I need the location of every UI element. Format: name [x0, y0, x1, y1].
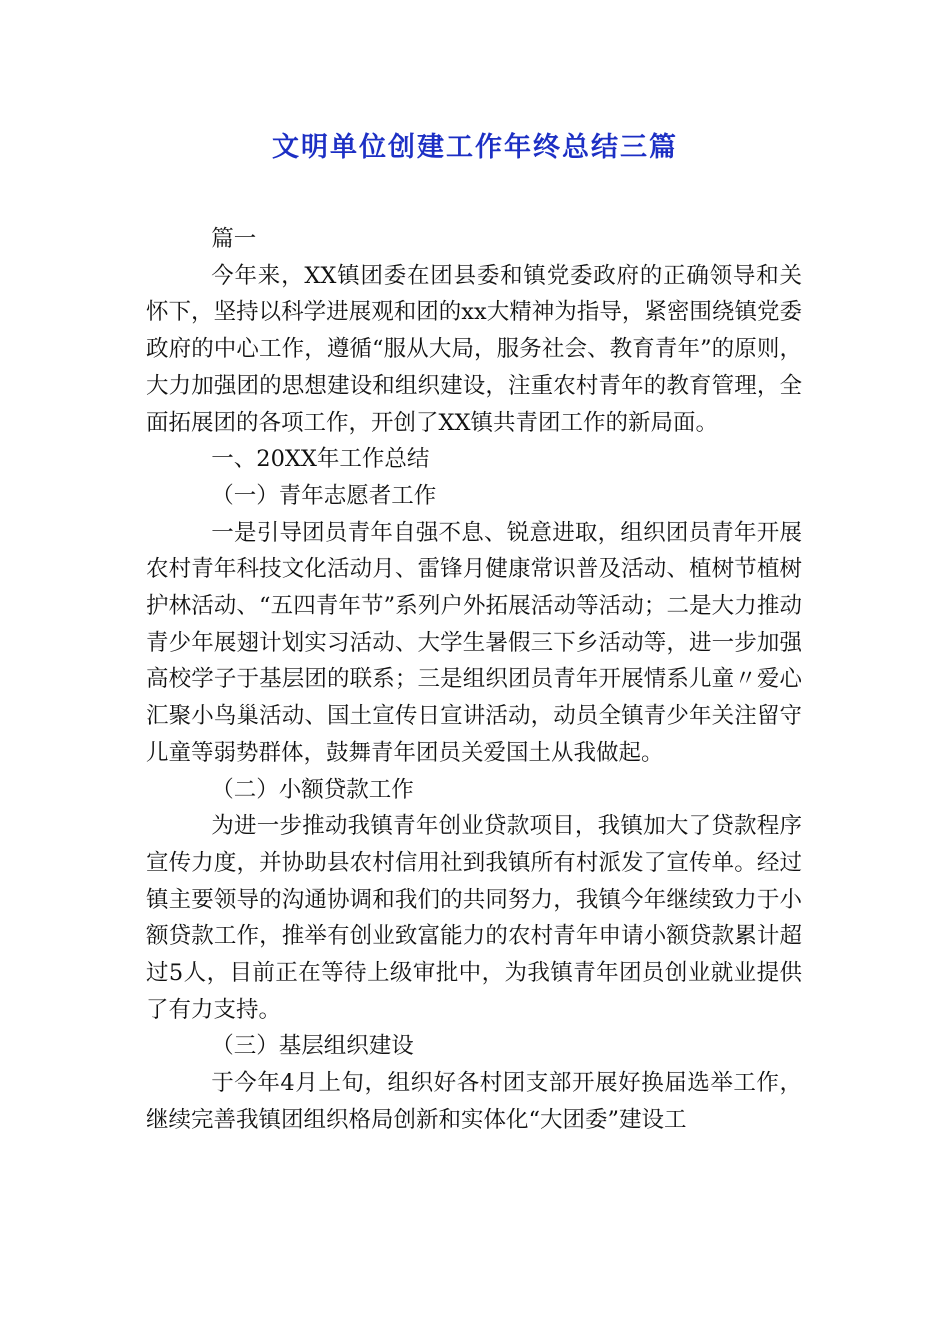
body-paragraph: 为进一步推动我镇青年创业贷款项目，我镇加大了贷款程序宣传力度，并协助县农村信用社到我镇所有村派发了宣传单。经过镇主要领导的沟通协调和我们的共同努力，我镇今年继续致力于小额贷款工作，推举有创业致富能力的农村青年申请小额贷款累计超过5人，目前正在等待上级审批中，为我镇青年团员创业就业提供了有力支持。 — [146, 813, 802, 1023]
subsection-heading: （一）青年志愿者工作 — [211, 482, 437, 509]
section-heading-part-one: 篇一 — [211, 226, 257, 252]
document-body — [146, 221, 802, 1139]
section-heading: 一、20XX年工作总结 — [211, 446, 430, 473]
body-paragraph: 今年来，XX镇团委在团县委和镇党委政府的正确领导和关怀下，坚持以科学进展观和团的xx大精神为指导，紧密围绕镇党委政府的中心工作，遵循“服从大局，服务社会、教育青年”的原则，大力加强团的思想建设和组织建设，注重农村青年的教育管理，全面拓展团的各项工作，开创了XX镇共青团工作的新局面。 — [146, 262, 802, 436]
subsection-heading: （二）小额贷款工作 — [211, 776, 414, 803]
subsection-heading: （三）基层组织建设 — [211, 1033, 414, 1060]
body-paragraph: 于今年4月上旬，组织好各村团支部开展好换届选举工作，继续完善我镇团组织格局创新和实体化“大团委”建设工 — [146, 1070, 802, 1133]
body-paragraph: 一是引导团员青年自强不息、锐意进取，组织团员青年开展农村青年科技文化活动月、雷锋月健康常识普及活动、植树节植树护林活动、“五四青年节”系列户外拓展活动等活动；二是大力推动青少年展翅计划实习活动、大学生暑假三下乡活动等，进一步加强高校学子于基层团的联系；三是组织团员青年开展情系儿童〃爱心汇聚小鸟巢活动、国土宣传日宣讲活动，动员全镇青少年关注留守儿童等弱势群体，鼓舞青年团员关爱国土从我做起。 — [146, 519, 802, 766]
document-title: 文明单位创建工作年终总结三篇 — [272, 132, 678, 163]
